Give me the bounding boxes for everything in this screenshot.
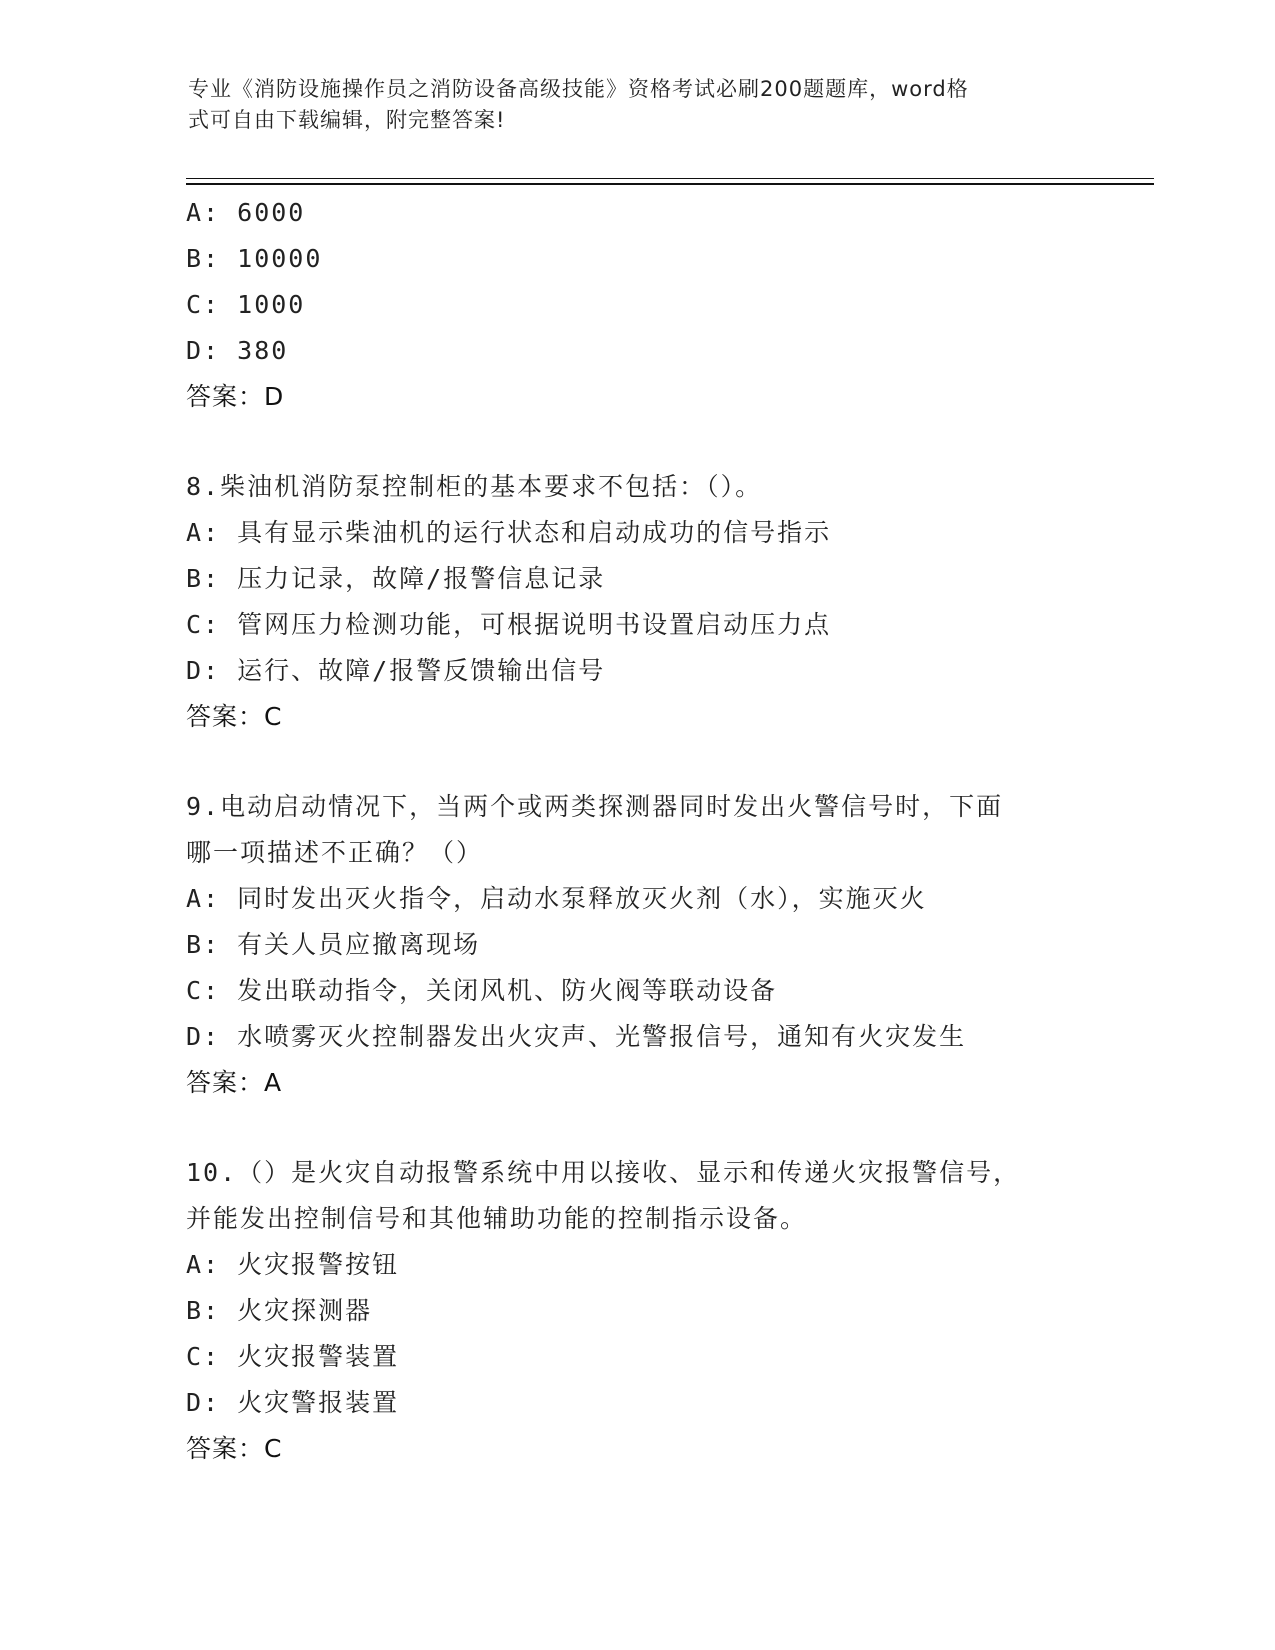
option-b: B: 火灾探测器 [186,1296,373,1325]
option-b: B: 有关人员应撤离现场 [186,930,481,959]
document-header [188,74,1068,136]
answer-line: 答案：A [186,1068,283,1097]
question-stem-line-1: 9.电动启动情况下，当两个或两类探测器同时发出火警信号时，下面 [186,792,1004,821]
question-8 [186,464,1106,740]
option-c: C: 1000 [186,290,306,319]
answer-line: 答案：C [186,1434,283,1463]
question-stem-line-2: 哪一项描述不正确？（） [186,838,484,867]
header-line-2: 式可自由下载编辑，附完整答案! [188,108,506,132]
question-list [186,190,1106,1472]
answer-line: 答案：D [186,382,285,411]
option-d: D: 火灾警报装置 [186,1388,400,1417]
option-d: D: 水喷雾灭火控制器发出火灾声、光警报信号，通知有火灾发生 [186,1022,967,1051]
header-divider-thick [186,183,1154,185]
answer-line: 答案：C [186,702,283,731]
header-line-1: 专业《消防设施操作员之消防设备高级技能》资格考试必刷200题题库，word格 [188,77,969,101]
question-gap [186,420,1106,464]
question-stem: 8.柴油机消防泵控制柜的基本要求不包括：（）。 [186,472,763,501]
option-a: A: 具有显示柴油机的运行状态和启动成功的信号指示 [186,518,832,547]
question-gap [186,1106,1106,1150]
option-a: A: 6000 [186,198,306,227]
option-c: C: 管网压力检测功能，可根据说明书设置启动压力点 [186,610,832,639]
question-7 [186,190,1106,420]
question-stem-line-2: 并能发出控制信号和其他辅助功能的控制指示设备。 [186,1204,808,1233]
option-a: A: 火灾报警按钮 [186,1250,400,1279]
question-9 [186,784,1106,1106]
header-divider-thin [186,178,1154,179]
option-d: D: 运行、故障/报警反馈输出信号 [186,656,606,685]
question-gap [186,740,1106,784]
question-10 [186,1150,1106,1472]
option-b: B: 10000 [186,244,323,273]
option-d: D: 380 [186,336,289,365]
option-c: C: 发出联动指令，关闭风机、防火阀等联动设备 [186,976,778,1005]
option-a: A: 同时发出灭火指令，启动水泵释放灭火剂（水），实施灭火 [186,884,927,913]
question-stem-line-1: 10.（）是火灾自动报警系统中用以接收、显示和传递火灾报警信号， [186,1158,1021,1187]
option-b: B: 压力记录，故障/报警信息记录 [186,564,606,593]
option-c: C: 火灾报警装置 [186,1342,400,1371]
